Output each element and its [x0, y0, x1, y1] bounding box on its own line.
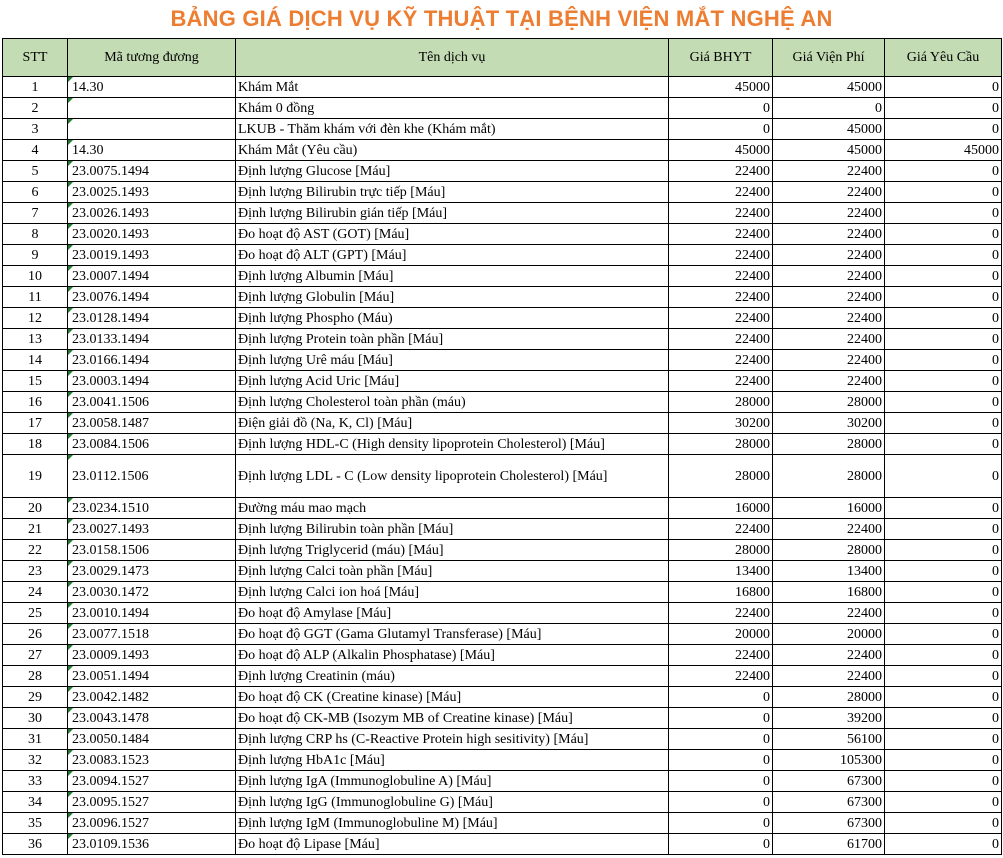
- table-row: [3, 98, 1002, 119]
- table-row: [3, 792, 1002, 813]
- cell-service-name[interactable]: Khám Mắt: [236, 77, 669, 98]
- cell-stt[interactable]: 2: [3, 98, 68, 119]
- cell-price-bhyt[interactable]: 0: [669, 98, 773, 119]
- cell-service-name[interactable]: Định lượng HDL-C (High density lipoprotein Cholesterol) [Máu]: [236, 434, 669, 455]
- cell-service-name[interactable]: Định lượng Phospho (Máu): [236, 308, 669, 329]
- cell-stt[interactable]: 30: [3, 708, 68, 729]
- cell-price-vienphi[interactable]: 22400: [773, 266, 885, 287]
- cell-stt[interactable]: 17: [3, 413, 68, 434]
- cell-price-vienphi[interactable]: 20000: [773, 624, 885, 645]
- table-row: [3, 77, 1002, 98]
- header-row: [3, 39, 1002, 77]
- cell-price-vienphi[interactable]: 22400: [773, 329, 885, 350]
- cell-price-vienphi[interactable]: 22400: [773, 350, 885, 371]
- cell-price-vienphi[interactable]: 22400: [773, 287, 885, 308]
- cell-service-name[interactable]: Đo hoạt độ CK-MB (Isozym MB of Creatine kinase) [Máu]: [236, 708, 669, 729]
- cell-code[interactable]: 23.0094.1527: [68, 771, 236, 792]
- cell-price-bhyt[interactable]: 45000: [669, 140, 773, 161]
- cell-price-yeucau[interactable]: 0: [885, 287, 1002, 308]
- cell-price-bhyt[interactable]: 0: [669, 813, 773, 834]
- cell-stt[interactable]: 36: [3, 834, 68, 855]
- cell-code[interactable]: 23.0042.1482: [68, 687, 236, 708]
- cell-price-yeucau[interactable]: 0: [885, 498, 1002, 519]
- cell-service-name[interactable]: Đường máu mao mạch: [236, 498, 669, 519]
- table-row: [3, 329, 1002, 350]
- cell-price-vienphi[interactable]: 13400: [773, 561, 885, 582]
- cell-price-vienphi[interactable]: 22400: [773, 645, 885, 666]
- cell-price-yeucau[interactable]: 0: [885, 540, 1002, 561]
- cell-code[interactable]: 23.0083.1523: [68, 750, 236, 771]
- cell-price-yeucau[interactable]: 0: [885, 687, 1002, 708]
- cell-stt[interactable]: 16: [3, 392, 68, 413]
- cell-price-bhyt[interactable]: 22400: [669, 666, 773, 687]
- cell-price-vienphi[interactable]: 22400: [773, 603, 885, 624]
- cell-price-bhyt[interactable]: 22400: [669, 350, 773, 371]
- table-row: [3, 224, 1002, 245]
- cell-price-yeucau[interactable]: 0: [885, 182, 1002, 203]
- cell-service-name[interactable]: Định lượng Bilirubin trực tiếp [Máu]: [236, 182, 669, 203]
- cell-price-vienphi[interactable]: 45000: [773, 140, 885, 161]
- cell-price-yeucau[interactable]: 0: [885, 308, 1002, 329]
- cell-price-yeucau[interactable]: 0: [885, 77, 1002, 98]
- table-row: [3, 392, 1002, 413]
- cell-price-vienphi[interactable]: 39200: [773, 708, 885, 729]
- table-row: [3, 561, 1002, 582]
- cell-price-yeucau[interactable]: 0: [885, 708, 1002, 729]
- cell-code[interactable]: 23.0010.1494: [68, 603, 236, 624]
- cell-stt[interactable]: 29: [3, 687, 68, 708]
- cell-stt[interactable]: 12: [3, 308, 68, 329]
- cell-stt[interactable]: 33: [3, 771, 68, 792]
- table-row: [3, 434, 1002, 455]
- col-header-service[interactable]: Tên dịch vụ: [236, 39, 669, 77]
- cell-service-name[interactable]: Định lượng Globulin [Máu]: [236, 287, 669, 308]
- col-header-yeucau[interactable]: Giá Yêu Cầu: [885, 39, 1002, 77]
- cell-price-yeucau[interactable]: 0: [885, 329, 1002, 350]
- cell-stt[interactable]: 1: [3, 77, 68, 98]
- cell-price-bhyt[interactable]: 22400: [669, 645, 773, 666]
- cell-price-vienphi[interactable]: 30200: [773, 413, 885, 434]
- cell-service-name[interactable]: Định lượng Urê máu [Máu]: [236, 350, 669, 371]
- cell-price-vienphi[interactable]: 45000: [773, 119, 885, 140]
- table-row: [3, 729, 1002, 750]
- cell-code[interactable]: 23.0003.1494: [68, 371, 236, 392]
- cell-price-yeucau[interactable]: 0: [885, 582, 1002, 603]
- cell-price-yeucau[interactable]: 0: [885, 413, 1002, 434]
- cell-price-bhyt[interactable]: 22400: [669, 603, 773, 624]
- cell-price-bhyt[interactable]: 28000: [669, 392, 773, 413]
- cell-code[interactable]: 23.0133.1494: [68, 329, 236, 350]
- cell-price-yeucau[interactable]: 0: [885, 792, 1002, 813]
- cell-price-vienphi[interactable]: 16000: [773, 498, 885, 519]
- cell-code[interactable]: 23.0096.1527: [68, 813, 236, 834]
- cell-price-yeucau[interactable]: 0: [885, 729, 1002, 750]
- cell-stt[interactable]: 13: [3, 329, 68, 350]
- cell-price-vienphi[interactable]: 22400: [773, 245, 885, 266]
- cell-price-yeucau[interactable]: 0: [885, 624, 1002, 645]
- cell-code[interactable]: 23.0076.1494: [68, 287, 236, 308]
- cell-service-name[interactable]: Điện giải đồ (Na, K, Cl) [Máu]: [236, 413, 669, 434]
- cell-price-yeucau[interactable]: 0: [885, 834, 1002, 855]
- cell-price-yeucau[interactable]: 0: [885, 813, 1002, 834]
- cell-price-vienphi[interactable]: 22400: [773, 203, 885, 224]
- table-row: [3, 308, 1002, 329]
- cell-service-name[interactable]: Khám 0 đồng: [236, 98, 669, 119]
- cell-price-bhyt[interactable]: 28000: [669, 540, 773, 561]
- cell-price-yeucau[interactable]: 0: [885, 519, 1002, 540]
- cell-stt[interactable]: 3: [3, 119, 68, 140]
- cell-price-yeucau[interactable]: 45000: [885, 140, 1002, 161]
- cell-price-bhyt[interactable]: 22400: [669, 329, 773, 350]
- cell-service-name[interactable]: Định lượng IgG (Immunoglobuline G) [Máu]: [236, 792, 669, 813]
- cell-price-vienphi[interactable]: 22400: [773, 666, 885, 687]
- cell-code[interactable]: 23.0019.1493: [68, 245, 236, 266]
- table-row: [3, 413, 1002, 434]
- cell-price-bhyt[interactable]: 22400: [669, 224, 773, 245]
- cell-stt[interactable]: 7: [3, 203, 68, 224]
- cell-stt[interactable]: 4: [3, 140, 68, 161]
- cell-service-name[interactable]: Định lượng Bilirubin gián tiếp [Máu]: [236, 203, 669, 224]
- cell-service-name[interactable]: Định lượng IgA (Immunoglobuline A) [Máu]: [236, 771, 669, 792]
- cell-service-name[interactable]: Định lượng LDL - C (Low density lipoprotein Cholesterol) [Máu]: [236, 455, 669, 498]
- price-table: [2, 38, 1002, 855]
- cell-code[interactable]: 23.0027.1493: [68, 519, 236, 540]
- cell-price-bhyt[interactable]: 22400: [669, 182, 773, 203]
- cell-price-bhyt[interactable]: 28000: [669, 434, 773, 455]
- cell-service-name[interactable]: Định lượng Bilirubin toàn phần [Máu]: [236, 519, 669, 540]
- cell-price-bhyt[interactable]: 22400: [669, 287, 773, 308]
- cell-stt[interactable]: 21: [3, 519, 68, 540]
- table-row: [3, 455, 1002, 498]
- col-header-bhyt[interactable]: Giá BHYT: [669, 39, 773, 77]
- cell-price-yeucau[interactable]: 0: [885, 645, 1002, 666]
- table-row: [3, 161, 1002, 182]
- cell-price-bhyt[interactable]: 20000: [669, 624, 773, 645]
- cell-price-bhyt[interactable]: 13400: [669, 561, 773, 582]
- cell-code[interactable]: 23.0084.1506: [68, 434, 236, 455]
- cell-price-yeucau[interactable]: 0: [885, 245, 1002, 266]
- cell-price-vienphi[interactable]: 67300: [773, 813, 885, 834]
- cell-price-vienphi[interactable]: 67300: [773, 771, 885, 792]
- cell-service-name[interactable]: LKUB - Thăm khám với đèn khe (Khám mắt): [236, 119, 669, 140]
- cell-price-vienphi[interactable]: 28000: [773, 687, 885, 708]
- cell-price-yeucau[interactable]: 0: [885, 434, 1002, 455]
- cell-stt[interactable]: 25: [3, 603, 68, 624]
- cell-service-name[interactable]: Đo hoạt độ Amylase [Máu]: [236, 603, 669, 624]
- table-row: [3, 287, 1002, 308]
- cell-stt[interactable]: 35: [3, 813, 68, 834]
- cell-code[interactable]: 23.0234.1510: [68, 498, 236, 519]
- cell-code[interactable]: 23.0041.1506: [68, 392, 236, 413]
- cell-stt[interactable]: 14: [3, 350, 68, 371]
- cell-service-name[interactable]: Đo hoạt độ ALP (Alkalin Phosphatase) [Máu]: [236, 645, 669, 666]
- table-row: [3, 540, 1002, 561]
- cell-price-bhyt[interactable]: 0: [669, 687, 773, 708]
- cell-service-name[interactable]: Định lượng CRP hs (C-Reactive Protein high sesitivity) [Máu]: [236, 729, 669, 750]
- table-row: [3, 182, 1002, 203]
- table-row: [3, 140, 1002, 161]
- cell-price-bhyt[interactable]: 45000: [669, 77, 773, 98]
- cell-price-bhyt[interactable]: 0: [669, 750, 773, 771]
- cell-price-vienphi[interactable]: 28000: [773, 434, 885, 455]
- cell-stt[interactable]: 6: [3, 182, 68, 203]
- cell-stt[interactable]: 10: [3, 266, 68, 287]
- cell-code[interactable]: 23.0112.1506: [68, 455, 236, 498]
- cell-price-bhyt[interactable]: 28000: [669, 455, 773, 498]
- cell-code[interactable]: 23.0109.1536: [68, 834, 236, 855]
- cell-code[interactable]: 23.0128.1494: [68, 308, 236, 329]
- cell-price-yeucau[interactable]: 0: [885, 98, 1002, 119]
- table-row: [3, 582, 1002, 603]
- cell-price-bhyt[interactable]: 0: [669, 792, 773, 813]
- cell-price-vienphi[interactable]: 22400: [773, 182, 885, 203]
- cell-price-vienphi[interactable]: 22400: [773, 519, 885, 540]
- cell-price-vienphi[interactable]: 22400: [773, 308, 885, 329]
- cell-price-bhyt[interactable]: 22400: [669, 519, 773, 540]
- table-row: [3, 498, 1002, 519]
- col-header-vienphi[interactable]: Giá Viện Phí: [773, 39, 885, 77]
- cell-service-name[interactable]: Định lượng Creatinin (máu): [236, 666, 669, 687]
- table-row: [3, 771, 1002, 792]
- cell-price-yeucau[interactable]: 0: [885, 119, 1002, 140]
- table-row: [3, 750, 1002, 771]
- cell-price-bhyt[interactable]: 0: [669, 771, 773, 792]
- cell-service-name[interactable]: Định lượng Albumin [Máu]: [236, 266, 669, 287]
- cell-stt[interactable]: 19: [3, 455, 68, 498]
- table-row: [3, 603, 1002, 624]
- cell-code[interactable]: [68, 119, 236, 140]
- cell-stt[interactable]: 28: [3, 666, 68, 687]
- cell-price-yeucau[interactable]: 0: [885, 750, 1002, 771]
- table-row: [3, 371, 1002, 392]
- cell-price-vienphi[interactable]: 28000: [773, 392, 885, 413]
- table-row: [3, 519, 1002, 540]
- cell-price-yeucau[interactable]: 0: [885, 203, 1002, 224]
- table-row: [3, 119, 1002, 140]
- table-row: [3, 624, 1002, 645]
- cell-code[interactable]: 14.30: [68, 140, 236, 161]
- cell-code[interactable]: 23.0077.1518: [68, 624, 236, 645]
- table-row: [3, 813, 1002, 834]
- cell-stt[interactable]: 31: [3, 729, 68, 750]
- table-row: [3, 645, 1002, 666]
- cell-price-vienphi[interactable]: 28000: [773, 540, 885, 561]
- cell-code[interactable]: 14.30: [68, 77, 236, 98]
- cell-stt[interactable]: 27: [3, 645, 68, 666]
- cell-price-bhyt[interactable]: 30200: [669, 413, 773, 434]
- cell-price-vienphi[interactable]: 56100: [773, 729, 885, 750]
- cell-service-name[interactable]: Định lượng Acid Uric [Máu]: [236, 371, 669, 392]
- cell-price-yeucau[interactable]: 0: [885, 224, 1002, 245]
- cell-price-yeucau[interactable]: 0: [885, 603, 1002, 624]
- cell-stt[interactable]: 9: [3, 245, 68, 266]
- cell-stt[interactable]: 34: [3, 792, 68, 813]
- cell-code[interactable]: 23.0043.1478: [68, 708, 236, 729]
- cell-service-name[interactable]: Định lượng Cholesterol toàn phần (máu): [236, 392, 669, 413]
- cell-price-bhyt[interactable]: 16800: [669, 582, 773, 603]
- table-row: [3, 203, 1002, 224]
- cell-price-vienphi[interactable]: 22400: [773, 224, 885, 245]
- table-row: [3, 350, 1002, 371]
- cell-price-bhyt[interactable]: 0: [669, 708, 773, 729]
- cell-price-vienphi[interactable]: 22400: [773, 371, 885, 392]
- cell-price-bhyt[interactable]: 0: [669, 834, 773, 855]
- cell-stt[interactable]: 18: [3, 434, 68, 455]
- cell-service-name[interactable]: Định lượng HbA1c [Máu]: [236, 750, 669, 771]
- cell-service-name[interactable]: Định lượng Triglycerid (máu) [Máu]: [236, 540, 669, 561]
- table-row: [3, 687, 1002, 708]
- cell-price-yeucau[interactable]: 0: [885, 161, 1002, 182]
- cell-price-bhyt[interactable]: 0: [669, 729, 773, 750]
- cell-price-vienphi[interactable]: 16800: [773, 582, 885, 603]
- cell-stt[interactable]: 5: [3, 161, 68, 182]
- cell-price-bhyt[interactable]: 22400: [669, 245, 773, 266]
- col-header-stt[interactable]: STT: [3, 39, 68, 77]
- cell-stt[interactable]: 15: [3, 371, 68, 392]
- cell-price-yeucau[interactable]: 0: [885, 371, 1002, 392]
- cell-price-yeucau[interactable]: 0: [885, 771, 1002, 792]
- cell-price-bhyt[interactable]: 22400: [669, 266, 773, 287]
- cell-price-yeucau[interactable]: 0: [885, 266, 1002, 287]
- cell-price-vienphi[interactable]: 67300: [773, 792, 885, 813]
- cell-stt[interactable]: 23: [3, 561, 68, 582]
- cell-code[interactable]: 23.0007.1494: [68, 266, 236, 287]
- cell-price-bhyt[interactable]: 0: [669, 119, 773, 140]
- cell-service-name[interactable]: Khám Mắt (Yêu cầu): [236, 140, 669, 161]
- cell-service-name[interactable]: Đo hoạt độ ALT (GPT) [Máu]: [236, 245, 669, 266]
- table-row: [3, 666, 1002, 687]
- cell-stt[interactable]: 11: [3, 287, 68, 308]
- table-row: [3, 708, 1002, 729]
- cell-code[interactable]: 23.0075.1494: [68, 161, 236, 182]
- cell-code[interactable]: 23.0009.1493: [68, 645, 236, 666]
- cell-price-bhyt[interactable]: 16000: [669, 498, 773, 519]
- cell-price-bhyt[interactable]: 22400: [669, 203, 773, 224]
- cell-stt[interactable]: 26: [3, 624, 68, 645]
- cell-price-yeucau[interactable]: 0: [885, 666, 1002, 687]
- cell-stt[interactable]: 32: [3, 750, 68, 771]
- cell-code[interactable]: 23.0020.1493: [68, 224, 236, 245]
- cell-code[interactable]: 23.0051.1494: [68, 666, 236, 687]
- cell-code[interactable]: 23.0058.1487: [68, 413, 236, 434]
- cell-stt[interactable]: 24: [3, 582, 68, 603]
- cell-code[interactable]: [68, 98, 236, 119]
- cell-service-name[interactable]: Đo hoạt độ CK (Creatine kinase) [Máu]: [236, 687, 669, 708]
- cell-service-name[interactable]: Định lượng Calci toàn phần [Máu]: [236, 561, 669, 582]
- cell-stt[interactable]: 8: [3, 224, 68, 245]
- cell-code[interactable]: 23.0030.1472: [68, 582, 236, 603]
- cell-service-name[interactable]: Định lượng IgM (Immunoglobuline M) [Máu]: [236, 813, 669, 834]
- cell-price-bhyt[interactable]: 22400: [669, 308, 773, 329]
- cell-price-bhyt[interactable]: 22400: [669, 161, 773, 182]
- table-row: [3, 266, 1002, 287]
- cell-service-name[interactable]: Đo hoạt độ Lipase [Máu]: [236, 834, 669, 855]
- cell-stt[interactable]: 22: [3, 540, 68, 561]
- cell-price-vienphi[interactable]: 28000: [773, 455, 885, 498]
- cell-price-yeucau[interactable]: 0: [885, 350, 1002, 371]
- cell-service-name[interactable]: Đo hoạt độ GGT (Gama Glutamyl Transferase) [Máu]: [236, 624, 669, 645]
- cell-price-yeucau[interactable]: 0: [885, 561, 1002, 582]
- table-row: [3, 245, 1002, 266]
- cell-price-vienphi[interactable]: 0: [773, 98, 885, 119]
- cell-service-name[interactable]: Định lượng Calci ion hoá [Máu]: [236, 582, 669, 603]
- cell-price-vienphi[interactable]: 105300: [773, 750, 885, 771]
- cell-code[interactable]: 23.0095.1527: [68, 792, 236, 813]
- cell-code[interactable]: 23.0166.1494: [68, 350, 236, 371]
- col-header-code[interactable]: Mã tương đương: [68, 39, 236, 77]
- cell-price-yeucau[interactable]: 0: [885, 455, 1002, 498]
- page-title: BẢNG GIÁ DỊCH VỤ KỸ THUẬT TẠI BỆNH VIỆN MẮT NGHỆ AN: [170, 6, 833, 31]
- cell-code[interactable]: 23.0029.1473: [68, 561, 236, 582]
- cell-price-vienphi[interactable]: 22400: [773, 161, 885, 182]
- cell-price-vienphi[interactable]: 45000: [773, 77, 885, 98]
- cell-price-bhyt[interactable]: 22400: [669, 371, 773, 392]
- cell-code[interactable]: 23.0025.1493: [68, 182, 236, 203]
- cell-service-name[interactable]: Đo hoạt độ AST (GOT) [Máu]: [236, 224, 669, 245]
- cell-service-name[interactable]: Định lượng Protein toàn phần [Máu]: [236, 329, 669, 350]
- cell-stt[interactable]: 20: [3, 498, 68, 519]
- cell-code[interactable]: 23.0158.1506: [68, 540, 236, 561]
- table-row: [3, 834, 1002, 855]
- cell-service-name[interactable]: Định lượng Glucose [Máu]: [236, 161, 669, 182]
- cell-price-yeucau[interactable]: 0: [885, 392, 1002, 413]
- cell-price-vienphi[interactable]: 61700: [773, 834, 885, 855]
- cell-code[interactable]: 23.0026.1493: [68, 203, 236, 224]
- cell-code[interactable]: 23.0050.1484: [68, 729, 236, 750]
